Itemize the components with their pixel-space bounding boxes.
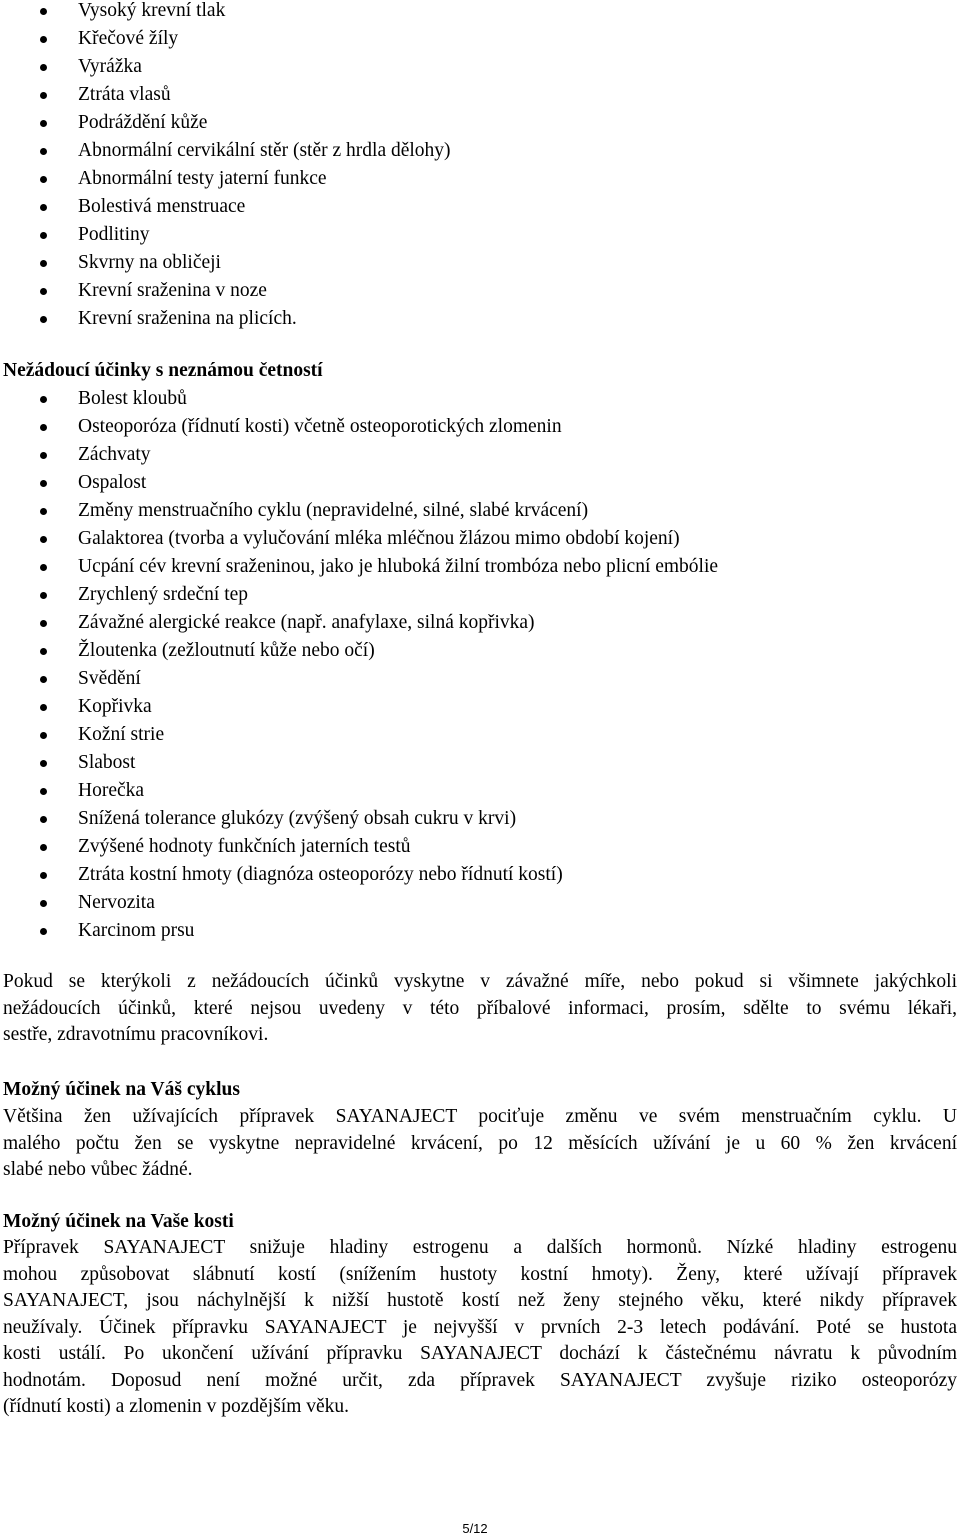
list-item-text: Ztráta vlasů	[78, 84, 171, 105]
bullet-icon	[40, 676, 47, 683]
list-item-text: Žloutenka (zežloutnutí kůže nebo očí)	[78, 640, 375, 661]
list-item	[0, 721, 960, 749]
list-item	[0, 833, 960, 861]
list-item-text: Nervozita	[78, 892, 155, 913]
list-item	[0, 917, 960, 945]
list-item	[0, 249, 960, 277]
paragraph-line: SAYANAJECT, jsou náchylnější k nižší hustotě kostí než ženy stejného věku, které nikdy přípravek	[3, 1290, 957, 1311]
bullet-icon	[40, 64, 47, 71]
bullet-icon	[40, 316, 47, 323]
list-item	[0, 777, 960, 805]
bullet-icon	[40, 148, 47, 155]
bones-paragraph	[3, 1235, 957, 1421]
list-item	[0, 497, 960, 525]
list-item	[0, 553, 960, 581]
bullet-icon	[40, 536, 47, 543]
list-item	[0, 165, 960, 193]
list-item-text: Abnormální cervikální stěr (stěr z hrdla dělohy)	[78, 140, 451, 161]
bullet-icon	[40, 844, 47, 851]
paragraph-line: Přípravek SAYANAJECT snižuje hladiny estrogenu a dalších hormonů. Nízké hladiny estrogenu	[3, 1237, 957, 1258]
paragraph-line: Většina žen užívajících přípravek SAYANAJECT pociťuje změnu ve svém menstruačním cyklu. U	[3, 1106, 957, 1127]
bullet-icon	[40, 788, 47, 795]
list-item	[0, 385, 960, 413]
list-item-text: Krevní sraženina na plicích.	[78, 308, 297, 329]
bullet-icon	[40, 232, 47, 239]
list-item-text: Slabost	[78, 752, 136, 773]
bullet-icon	[40, 900, 47, 907]
list-item	[0, 525, 960, 553]
paragraph-line: slabé nebo vůbec žádné.	[3, 1159, 193, 1180]
paragraph-line: mohou způsobovat slábnutí kostí (snížením hustoty kostní hmoty). Ženy, které užívají přípravek	[3, 1263, 957, 1285]
bullet-icon	[40, 564, 47, 571]
bullet-icon	[40, 452, 47, 459]
list-item	[0, 665, 960, 693]
list-item	[0, 609, 960, 637]
page-number: 5/12	[462, 1521, 488, 1536]
bullet-icon	[40, 508, 47, 515]
list-item-text: Svědění	[78, 668, 141, 689]
list-item	[0, 109, 960, 137]
list-item-text: Kožní strie	[78, 724, 165, 745]
bullet-icon	[40, 36, 47, 43]
unknown-frequency-list	[0, 385, 960, 945]
list-item	[0, 413, 960, 441]
bullet-icon	[40, 204, 47, 211]
list-item	[0, 805, 960, 833]
list-item	[0, 137, 960, 165]
list-item	[0, 581, 960, 609]
list-item-text: Závažné alergické reakce (např. anafylaxe, silná kopřivka)	[78, 612, 535, 633]
list-item	[0, 305, 960, 333]
list-item	[0, 889, 960, 917]
list-item-text: Podlitiny	[78, 224, 150, 245]
bullet-icon	[40, 288, 47, 295]
side-effects-list	[0, 0, 960, 333]
list-item	[0, 441, 960, 469]
list-item-text: Ospalost	[78, 472, 147, 493]
list-item-text: Bolestivá menstruace	[78, 196, 246, 217]
list-item-text: Osteoporóza (řídnutí kosti) včetně osteoporotických zlomenin	[78, 416, 562, 437]
bullet-icon	[40, 120, 47, 127]
list-item-text: Změny menstruačního cyklu (nepravidelné, silné, slabé krvácení)	[78, 500, 589, 521]
bullet-icon	[40, 424, 47, 431]
bones-heading: Možný účinek na Vaše kosti	[3, 1211, 234, 1232]
list-item-text: Podráždění kůže	[78, 112, 208, 133]
paragraph-line: Pokud se kterýkoli z nežádoucích účinků vyskytne v závažné míře, nebo pokud si všimnete jakýchkoli	[3, 971, 957, 992]
list-item	[0, 0, 960, 25]
paragraph-line: hodnotám. Doposud není možné určit, zda přípravek SAYANAJECT zvyšuje riziko osteoporózy	[3, 1369, 957, 1391]
list-item-text: Kopřivka	[78, 696, 152, 717]
list-item-text: Vyrážka	[78, 56, 142, 77]
list-item-text: Ucpání cév krevní sraženinou, jako je hluboká žilní trombóza nebo plicní embólie	[78, 556, 719, 577]
bullet-icon	[40, 480, 47, 487]
unknown-frequency-heading: Nežádoucí účinky s neznámou četností	[3, 360, 323, 381]
list-item	[0, 193, 960, 221]
list-item-text: Křečové žíly	[78, 28, 179, 49]
bullet-icon	[40, 760, 47, 767]
bullet-icon	[40, 92, 47, 99]
cycle-heading: Možný účinek na Váš cyklus	[3, 1079, 240, 1100]
bullet-icon	[40, 704, 47, 711]
list-item-text: Karcinom prsu	[78, 920, 195, 941]
bullet-icon	[40, 648, 47, 655]
list-item	[0, 277, 960, 305]
list-item-text: Zvýšené hodnoty funkčních jaterních testů	[78, 836, 411, 857]
bullet-icon	[40, 260, 47, 267]
bullet-icon	[40, 816, 47, 823]
list-item-text: Záchvaty	[78, 444, 151, 465]
list-item	[0, 469, 960, 497]
paragraph-line: neužívaly. Účinek přípravku SAYANAJECT je nejvyšší v prvních 2-3 letech podávání. Poté se hustota	[3, 1316, 957, 1338]
bullet-icon	[40, 396, 47, 403]
bullet-icon	[40, 620, 47, 627]
list-item-text: Snížená tolerance glukózy (zvýšený obsah cukru v krvi)	[78, 808, 517, 829]
paragraph-line: kosti ustálí. Po ukončení užívání přípravku SAYANAJECT dochází k částečnému návratu k původním	[3, 1343, 957, 1364]
bullet-icon	[40, 732, 47, 739]
bullet-icon	[40, 176, 47, 183]
list-item	[0, 637, 960, 665]
list-item-text: Galaktorea (tvorba a vylučování mléka mléčnou žlázou mimo období kojení)	[78, 528, 680, 549]
list-item	[0, 861, 960, 889]
list-item-text: Vysoký krevní tlak	[78, 0, 226, 21]
bullet-icon	[40, 8, 47, 15]
paragraph-line: malého počtu žen se vyskytne nepravidelné krvácení, po 12 měsících užívání je u 60 % žen krvácení	[3, 1132, 957, 1154]
list-item	[0, 53, 960, 81]
paragraph-line: sestře, zdravotnímu pracovníkovi.	[3, 1024, 269, 1045]
bullet-icon	[40, 592, 47, 599]
list-item-text: Bolest kloubů	[78, 388, 187, 409]
list-item-text: Krevní sraženina v noze	[78, 280, 267, 301]
list-item	[0, 693, 960, 721]
bullet-icon	[40, 928, 47, 935]
list-item	[0, 749, 960, 777]
list-item-text: Horečka	[78, 780, 145, 801]
cycle-paragraph	[3, 1104, 957, 1184]
list-item-text: Skvrny na obličeji	[78, 252, 221, 273]
list-item	[0, 25, 960, 53]
bullet-icon	[40, 872, 47, 879]
list-item	[0, 81, 960, 109]
paragraph-line: nežádoucích účinků, které nejsou uvedeny v této příbalové informaci, prosím, sdělte to svému lékaři,	[3, 997, 957, 1019]
paragraph-line: (řídnutí kosti) a zlomenin v pozdějším věku.	[3, 1396, 350, 1417]
list-item-text: Ztráta kostní hmoty (diagnóza osteoporózy nebo řídnutí kostí)	[78, 864, 563, 885]
list-item-text: Abnormální testy jaterní funkce	[78, 168, 327, 189]
list-item	[0, 221, 960, 249]
list-item-text: Zrychlený srdeční tep	[78, 584, 249, 605]
report-paragraph	[3, 969, 957, 1049]
